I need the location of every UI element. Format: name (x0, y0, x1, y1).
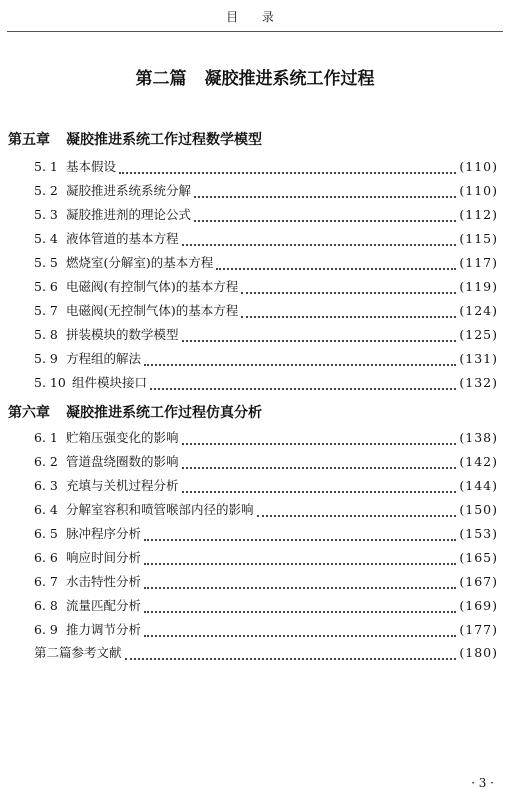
entry-number: 6. 7 (34, 574, 58, 589)
toc-entry[interactable] (34, 620, 498, 644)
entry-page: (177) (459, 622, 498, 637)
entry-page: (125) (459, 327, 498, 342)
entry-title: 脉冲程序分析 (66, 526, 142, 541)
dot-leader (257, 514, 457, 517)
entry-title: 管道盘绕圈数的影响 (66, 454, 179, 469)
entry-page: (167) (459, 574, 498, 589)
entry-page: (144) (459, 478, 498, 493)
entry-title: 凝胶推进系统系统分解 (66, 183, 192, 198)
toc-entry[interactable] (34, 325, 498, 349)
toc-entry[interactable] (34, 500, 498, 524)
dot-leader (119, 171, 456, 174)
dot-leader (144, 363, 456, 366)
entry-number: 5. 3 (34, 207, 58, 222)
dot-leader (182, 243, 457, 246)
toc-entry[interactable] (34, 157, 498, 181)
entry-title: 推力调节分析 (66, 622, 142, 637)
entry-title: 液体管道的基本方程 (66, 231, 179, 246)
toc-entry[interactable] (34, 181, 498, 205)
entry-page: (110) (459, 183, 498, 198)
dot-leader (144, 634, 456, 637)
entry-page: (150) (459, 502, 498, 517)
toc-entry[interactable] (34, 596, 498, 620)
toc-entry[interactable] (34, 428, 498, 452)
dot-leader (182, 466, 457, 469)
toc-section-chapter-5 (34, 157, 498, 397)
entry-title: 电磁阀(有控制气体)的基本方程 (66, 279, 239, 294)
entry-page: (115) (459, 231, 498, 246)
entry-page: (117) (459, 255, 498, 270)
entry-page: (119) (459, 279, 498, 294)
dot-leader (144, 586, 456, 589)
entry-number: 5. 1 (34, 159, 58, 174)
references-entry[interactable] (34, 643, 498, 667)
toc-entry[interactable] (34, 301, 498, 325)
toc-section-chapter-6 (34, 428, 498, 644)
dot-leader (144, 562, 456, 565)
chapter-label: 第五章 (8, 132, 50, 148)
entry-page: (169) (459, 598, 498, 613)
dot-leader (216, 267, 456, 270)
toc-entry[interactable] (34, 373, 498, 397)
toc-entry[interactable] (34, 229, 498, 253)
toc-entry[interactable] (34, 277, 498, 301)
dot-leader (194, 195, 456, 198)
entry-number: 5. 7 (34, 303, 58, 318)
entry-title: 贮箱压强变化的影响 (66, 430, 179, 445)
entry-page: (153) (459, 526, 498, 541)
running-head: 目 录 (226, 10, 284, 24)
toc-entry[interactable] (34, 253, 498, 277)
toc-entry[interactable] (34, 452, 498, 476)
entry-page: (142) (459, 454, 498, 469)
entry-number: 6. 8 (34, 598, 58, 613)
entry-number: 6. 5 (34, 526, 58, 541)
toc-entry[interactable] (34, 524, 498, 548)
entry-title: 充填与关机过程分析 (66, 478, 179, 493)
entry-title: 拼装模块的数学模型 (66, 327, 179, 342)
header-rule (7, 31, 503, 32)
toc-entry[interactable] (34, 548, 498, 572)
entry-title: 电磁阀(无控制气体)的基本方程 (66, 303, 239, 318)
entry-title: 水击特性分析 (66, 574, 142, 589)
entry-page: (110) (459, 159, 498, 174)
entry-page: (112) (459, 207, 498, 222)
entry-title: 组件模块接口 (72, 375, 148, 390)
entry-number: 6. 9 (34, 622, 58, 637)
entry-number: 5. 6 (34, 279, 58, 294)
references-page: (180) (459, 645, 498, 660)
entry-page: (131) (459, 351, 498, 366)
entry-title: 基本假设 (66, 159, 117, 174)
entry-number: 6. 1 (34, 430, 58, 445)
dot-leader (241, 291, 456, 294)
toc-entry[interactable] (34, 476, 498, 500)
entry-page: (138) (459, 430, 498, 445)
part-title (0, 64, 510, 89)
entry-number: 5. 5 (34, 255, 58, 270)
entry-number: 6. 4 (34, 502, 58, 517)
entry-page: (124) (459, 303, 498, 318)
part-label: 第二篇 (135, 69, 187, 89)
dot-leader (182, 339, 457, 342)
chapter-heading (8, 129, 262, 149)
entry-title: 方程组的解法 (66, 351, 142, 366)
entry-number: 5. 10 (34, 375, 66, 390)
entry-title: 响应时间分析 (66, 550, 142, 565)
toc-entry[interactable] (34, 349, 498, 373)
chapter-heading (8, 402, 262, 422)
dot-leader (182, 442, 457, 445)
dot-leader (241, 315, 456, 318)
entry-title: 流量匹配分析 (66, 598, 142, 613)
entry-title: 燃烧室(分解室)的基本方程 (66, 255, 214, 270)
dot-leader (150, 387, 456, 390)
entry-number: 5. 2 (34, 183, 58, 198)
chapter-title: 凝胶推进系统工作过程数学模型 (66, 132, 262, 148)
dot-leader (182, 490, 457, 493)
toc-entry[interactable] (34, 205, 498, 229)
entry-title: 分解室容积和喷管喉部内径的影响 (66, 502, 254, 517)
part-name: 凝胶推进系统工作过程 (204, 69, 375, 89)
chapter-label: 第六章 (8, 405, 50, 421)
dot-leader (125, 657, 457, 660)
entry-number: 5. 4 (34, 231, 58, 246)
entry-number: 6. 6 (34, 550, 58, 565)
entry-number: 5. 9 (34, 351, 58, 366)
dot-leader (144, 610, 456, 613)
dot-leader (144, 538, 456, 541)
entry-number: 6. 2 (34, 454, 58, 469)
page-number: · 3 · (471, 776, 494, 790)
entry-page: (165) (459, 550, 498, 565)
entry-page: (132) (459, 375, 498, 390)
entry-number: 5. 8 (34, 327, 58, 342)
toc-entry[interactable] (34, 572, 498, 596)
entry-title: 凝胶推进剂的理论公式 (66, 207, 192, 222)
dot-leader (194, 219, 456, 222)
references-title: 第二篇参考文献 (34, 645, 122, 660)
entry-number: 6. 3 (34, 478, 58, 493)
chapter-title: 凝胶推进系统工作过程仿真分析 (66, 405, 262, 421)
